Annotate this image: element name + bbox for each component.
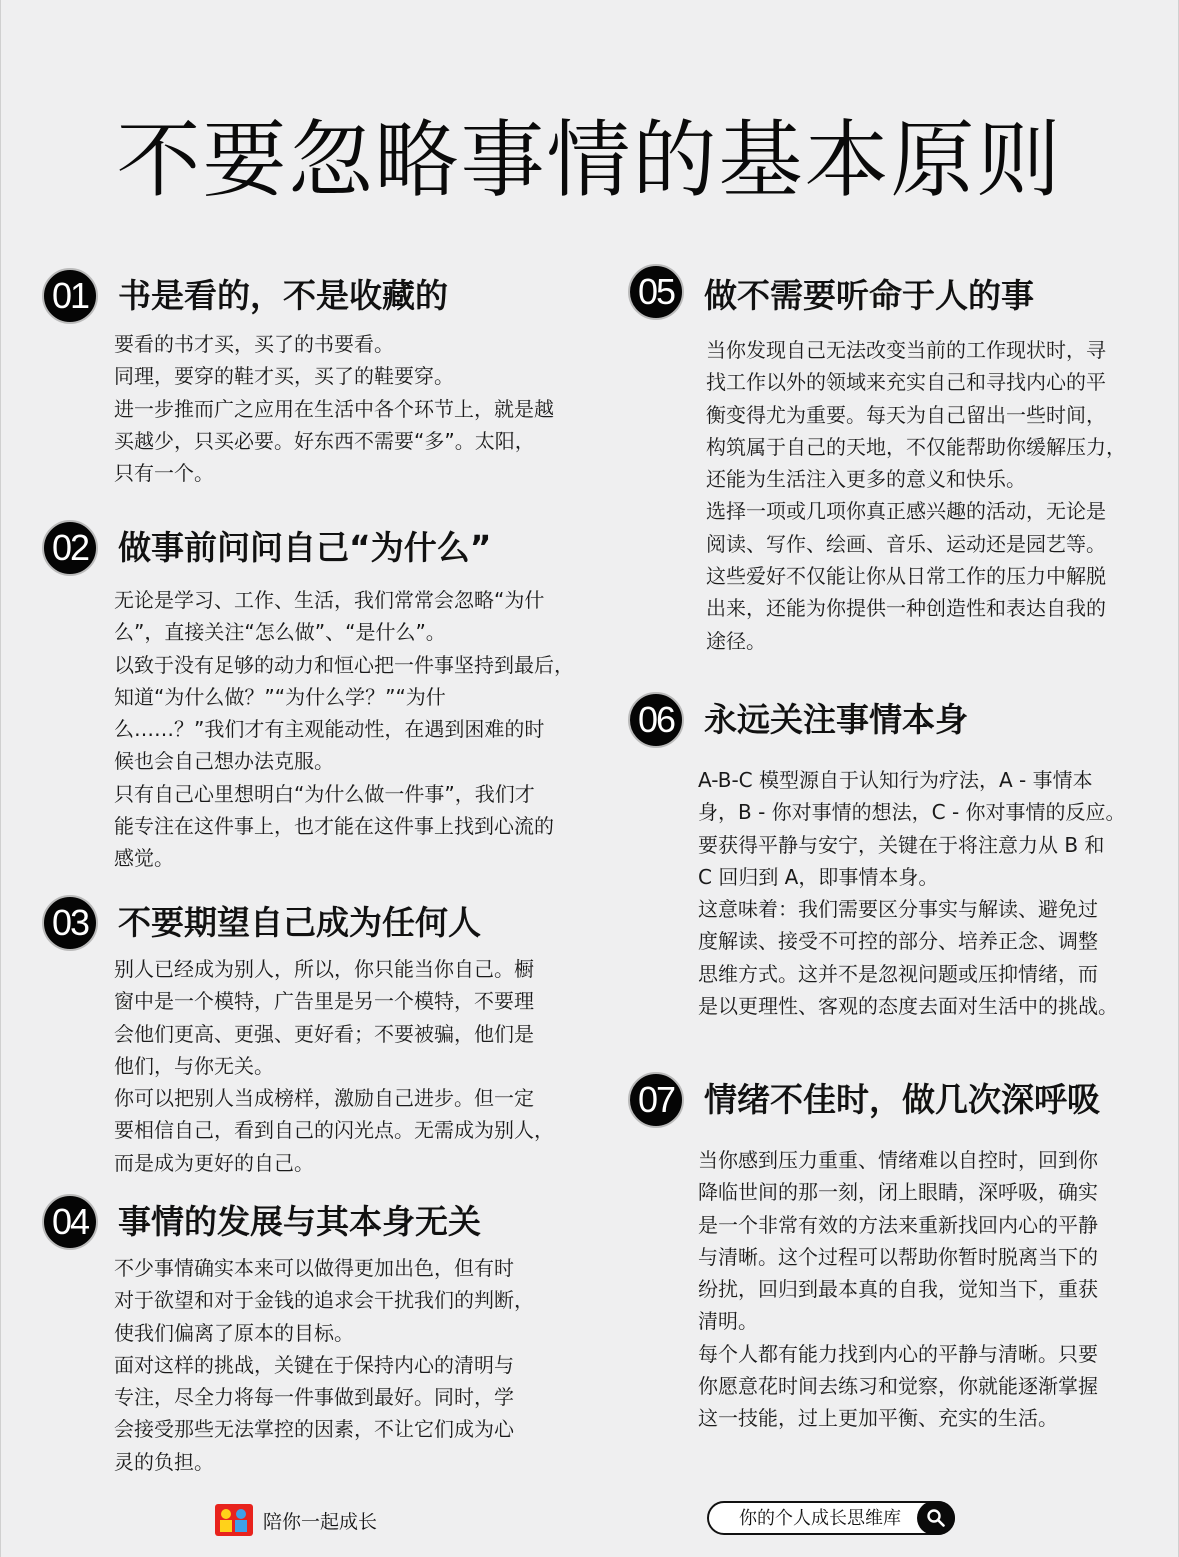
section-paragraph: 以致于没有足够的动力和恒心把一件事坚持到最后， 知道“为什么做？”“为什么学？”“为什 么……？”我们才有主观能动性，在遇到困难的时 候也会自己想办法克服。 bbox=[114, 652, 574, 774]
section-paragraph: 当你发现自己无法改变当前的工作现状时，寻 找工作以外的领域来充实自己和寻找内心的平 衡变得尤为重要。每天为自己留出一些时间， 构筑属于自己的天地，不仅能帮助你缓解压力， 还能为生活注入更多的意义和快乐。 bbox=[706, 338, 1126, 492]
section-title: 事情的发展与其本身无关 bbox=[118, 1202, 481, 1241]
section-number-badge: 05 bbox=[628, 264, 684, 320]
section-title: 情绪不佳时，做几次深呼吸 bbox=[704, 1080, 1100, 1119]
section-paragraph: 只有自己心里想明白“为什么做一件事”，我们才 能专注在这件事上，也才能在这件事上找到心流的 感觉。 bbox=[114, 781, 554, 871]
search-icon bbox=[926, 1508, 946, 1528]
section-01 bbox=[42, 268, 602, 486]
section-body bbox=[114, 1252, 594, 1478]
section-body bbox=[698, 764, 1168, 1022]
section-paragraph: 要看的书才买，买了的书要看。 bbox=[114, 332, 394, 356]
section-paragraph: 无论是学习、工作、生活，我们常常会忽略“为什 么”，直接关注“怎么做”、“是什么”。 bbox=[114, 588, 545, 645]
section-title: 不要期望自己成为任何人 bbox=[118, 903, 481, 942]
section-number-badge: 03 bbox=[42, 895, 98, 951]
section-title: 永远关注事情本身 bbox=[704, 700, 968, 739]
section-header bbox=[42, 1194, 602, 1254]
section-paragraph: 别人已经成为别人，所以，你只能当你自己。橱 窗中是一个模特，广告里是另一个模特，不要理 会他们更高、更强、更好看；不要被骗，他们是 他们，与你无关。 bbox=[114, 957, 534, 1078]
search-text: 你的个人成长思维库 bbox=[739, 1508, 901, 1529]
footer-brand bbox=[215, 1503, 377, 1537]
section-04 bbox=[42, 1194, 602, 1474]
section-number-badge: 06 bbox=[628, 692, 684, 748]
section-header bbox=[42, 268, 602, 328]
section-paragraph: 这意味着：我们需要区分事实与解读、避免过 度解读、接受不可控的部分、培养正念、调整 思维方式。这并不是忽视问题或压抑情绪，而 是以更理性、客观的态度去面对生活中的挑战。 bbox=[698, 897, 1118, 1019]
section-paragraph: 同理，要穿的鞋才买，买了的鞋要穿。 bbox=[114, 364, 454, 389]
search-button[interactable] bbox=[917, 1501, 955, 1535]
section-body bbox=[114, 328, 594, 489]
section-paragraph: 选择一项或几项你真正感兴趣的活动，无论是 阅读、写作、绘画、音乐、运动还是园艺等。 这些爱好不仅能让你从日常工作的压力中解脱 出来，还能为你提供一种创造性和表达自我的 途径。 bbox=[706, 499, 1106, 653]
section-paragraph: A-B-C 模型源自于认知行为疗法，A - 事情本 身，B - 你对事情的想法，C - 你对事情的反应。 要获得平静与安宁，关键在于将注意力从 B 和 C 回归到 A，即事情本身。 bbox=[698, 768, 1126, 889]
section-07 bbox=[628, 1072, 1168, 1431]
kids-logo-icon bbox=[215, 1504, 253, 1536]
section-header bbox=[42, 895, 602, 955]
section-paragraph: 进一步推而广之应用在生活中各个环节上，就是越 买越少，只买必要。好东西不需要“多”。太阳， 只有一个。 bbox=[114, 396, 554, 486]
section-02 bbox=[42, 520, 602, 871]
section-body bbox=[114, 584, 604, 875]
section-paragraph: 不少事情确实本来可以做得更加出色，但有时 对于欲望和对于金钱的追求会干扰我们的判断， 使我们偏离了原本的目标。 bbox=[114, 1256, 534, 1345]
page-title: 不要忽略事情的基本原则 bbox=[116, 111, 1063, 209]
section-paragraph: 面对这样的挑战，关键在于保持内心的清明与 专注，尽全力将每一件事做到最好。同时，学 会接受那些无法掌控的因素，不让它们成为心 灵的负担。 bbox=[114, 1352, 514, 1474]
section-06 bbox=[628, 692, 1168, 1019]
section-title: 做事前问问自己“为什么” bbox=[118, 528, 492, 567]
section-body bbox=[114, 953, 594, 1179]
section-header bbox=[628, 264, 1168, 324]
section-paragraph: 当你感到压力重重、情绪难以自控时，回到你 降临世间的那一刻，闭上眼睛，深呼吸，确实 是一个非常有效的方法来重新找回内心的平静 与清晰。这个过程可以帮助你暂时脱离当下的 纷扰，回归到最本真的自我，觉知当下，重获 清明。 bbox=[698, 1148, 1098, 1334]
section-number-badge: 01 bbox=[42, 268, 98, 324]
section-number-badge: 07 bbox=[628, 1072, 684, 1128]
section-header bbox=[628, 1072, 1168, 1132]
section-03 bbox=[42, 895, 602, 1175]
section-number-badge: 04 bbox=[42, 1194, 98, 1250]
search-bar[interactable] bbox=[707, 1501, 955, 1535]
section-paragraph: 你可以把别人当成榜样，激励自己进步。但一定 要相信自己，看到自己的闪光点。无需成为别人， 而是成为更好的自己。 bbox=[114, 1086, 554, 1175]
section-number-badge: 02 bbox=[42, 520, 98, 576]
section-05 bbox=[628, 264, 1168, 653]
section-body bbox=[698, 1144, 1158, 1435]
section-body bbox=[706, 334, 1166, 657]
section-header bbox=[628, 692, 1168, 752]
section-header bbox=[42, 520, 602, 580]
footer-slogan: 陪你一起成长 bbox=[263, 1510, 378, 1533]
section-title: 做不需要听命于人的事 bbox=[704, 276, 1034, 315]
section-paragraph: 每个人都有能力找到内心的平静与清晰。只要 你愿意花时间去练习和觉察，你就能逐渐掌握 这一技能，过上更加平衡、充实的生活。 bbox=[698, 1341, 1098, 1431]
section-title: 书是看的，不是收藏的 bbox=[118, 276, 448, 315]
